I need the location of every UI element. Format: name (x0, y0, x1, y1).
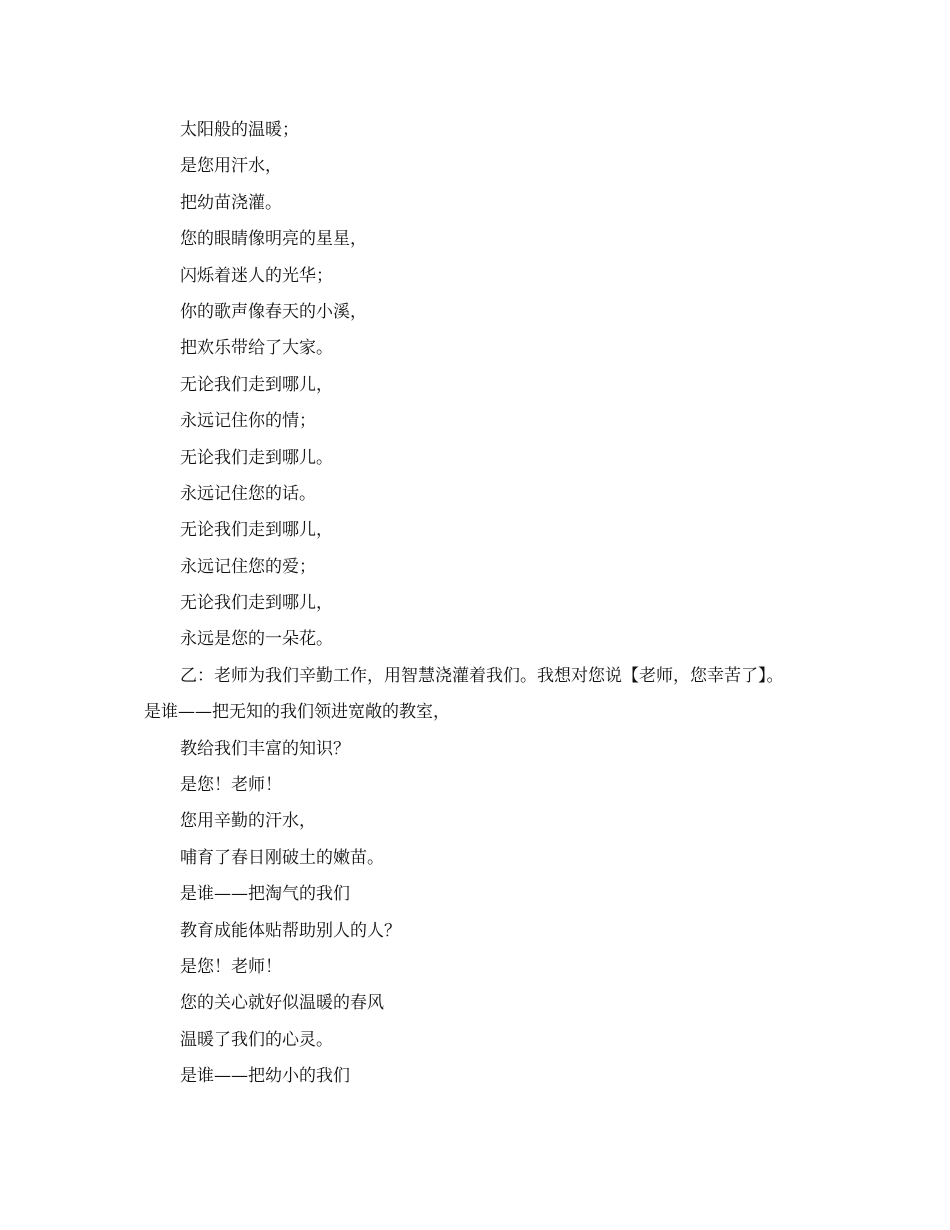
text-line: 是谁——把幼小的我们 (180, 1066, 350, 1087)
text-line: 是谁——把淘气的我们 (180, 884, 350, 905)
text-line: 把幼苗浇灌。 (180, 192, 282, 213)
text-line: 太阳般的温暖； (180, 120, 299, 140)
text-line: 闪烁着迷人的光华； (180, 265, 333, 286)
text-line: 无论我们走到哪儿。 (180, 447, 333, 468)
text-line: 永远记住你的情； (180, 411, 316, 432)
text-line: 永远是您的一朵花。 (180, 629, 333, 650)
text-line: 哺育了春日刚破土的嫩苗。 (180, 847, 384, 868)
dialogue-paragraph: 乙：老师为我们辛勤工作，用智慧浇灌着我们。我想对您说【老师，您幸苦了】。 是谁——把无知的我们领进宽敞的教室， (144, 665, 784, 723)
text-line: 是您！老师！ (180, 957, 282, 978)
text-line: 您的眼睛像明亮的星星， (180, 229, 367, 250)
text-line: 教育成能体贴帮助别人的人？ (180, 920, 401, 941)
text-line: 无论我们走到哪儿， (180, 520, 333, 541)
text-line: 您用辛勤的汗水， (180, 811, 316, 832)
text-line: 无论我们走到哪儿， (180, 374, 333, 395)
text-line: 是您！老师！ (180, 775, 282, 796)
document-body (144, 112, 800, 1095)
text-line: 永远记住您的爱； (180, 556, 316, 577)
text-line: 温暖了我们的心灵。 (180, 1029, 333, 1050)
text-line: 你的歌声像春天的小溪， (180, 301, 367, 322)
text-line: 无论我们走到哪儿， (180, 593, 333, 614)
text-line: 把欢乐带给了大家。 (180, 338, 333, 359)
text-line: 您的关心就好似温暖的春风 (180, 993, 384, 1014)
text-line: 永远记住您的话。 (180, 483, 316, 504)
text-line: 教给我们丰富的知识？ (180, 738, 350, 759)
text-line: 是您用汗水， (180, 156, 282, 177)
